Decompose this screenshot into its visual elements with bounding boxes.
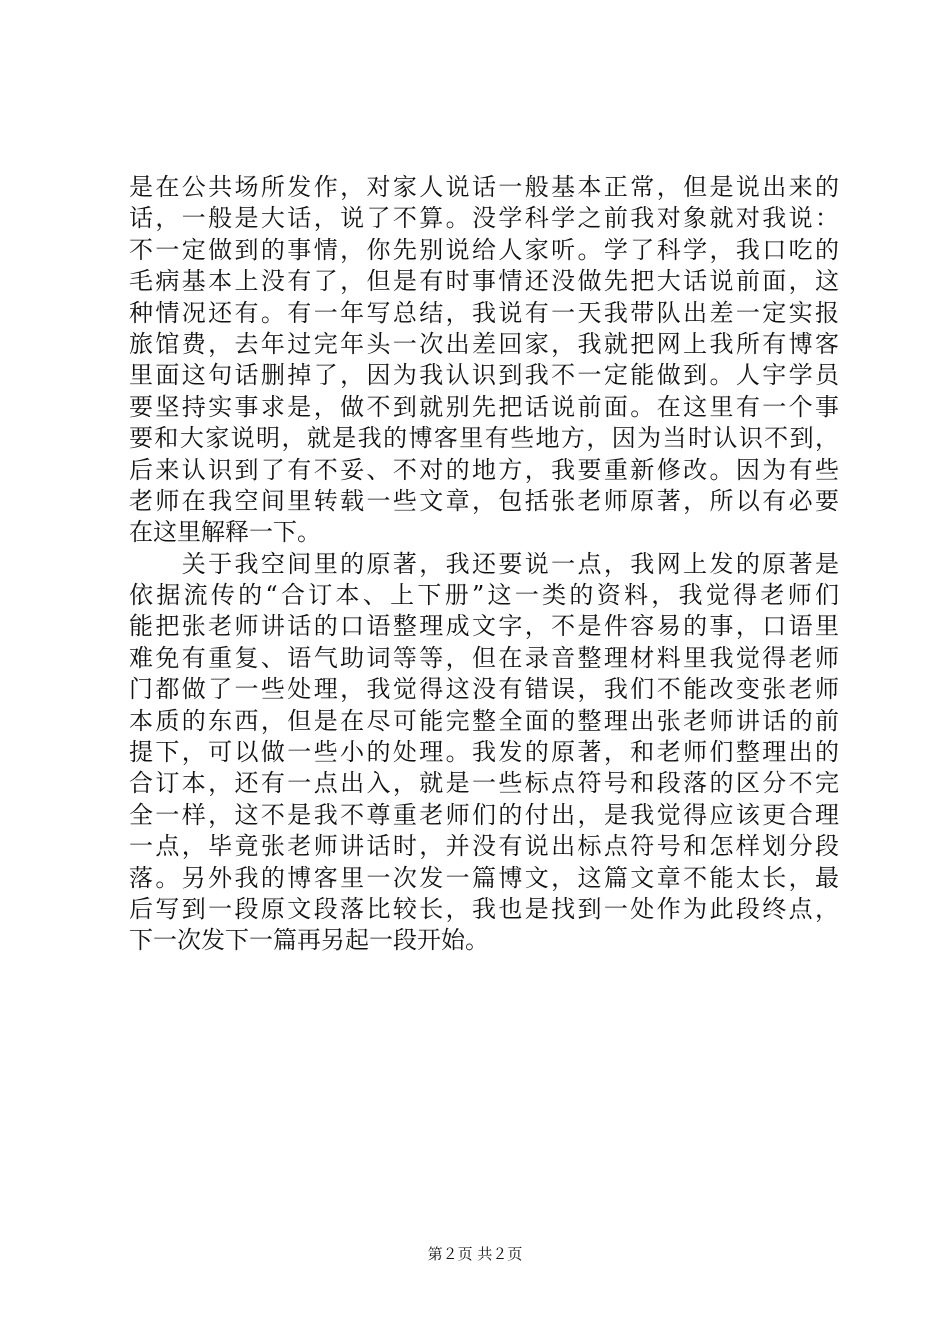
paragraph-1 — [129, 172, 839, 549]
text-line: 毛病基本上没有了，但是有时事情还没做先把大话说前面，这 — [129, 267, 839, 296]
paragraph-2 — [129, 549, 839, 957]
text-line: 下一次发下一篇再另起一段开始。 — [129, 926, 489, 955]
page-number-footer: 第２页 共２页 — [427, 1245, 523, 1263]
text-line: 老师在我空间里转载一些文章，包括张老师原著，所以有必要 — [129, 486, 839, 515]
text-line: 能把张老师讲话的口语整理成文字，不是件容易的事，口语里 — [129, 612, 839, 641]
text-line: 话，一般是大话，说了不算。没学科学之前我对象就对我说： — [129, 204, 839, 233]
text-line: 落。另外我的博客里一次发一篇博文，这篇文章不能太长，最 — [129, 863, 839, 892]
text-line: 依据流传的“合订本、上下册”这一类的资料，我觉得老师们 — [129, 581, 839, 610]
text-line: 一点，毕竟张老师讲话时，并没有说出标点符号和怎样划分段 — [129, 832, 839, 861]
text-line: 不一定做到的事情，你先别说给人家听。学了科学，我口吃的 — [129, 235, 839, 264]
text-line: 后写到一段原文段落比较长，我也是找到一处作为此段终点， — [129, 894, 839, 923]
text-line: 要和大家说明，就是我的博客里有些地方，因为当时认识不到， — [129, 424, 839, 453]
text-line: 合订本，还有一点出入，就是一些标点符号和段落的区分不完 — [129, 769, 839, 798]
text-line: 旅馆费，去年过完年头一次出差回家，我就把网上我所有博客 — [129, 329, 839, 358]
text-line: 本质的东西，但是在尽可能完整全面的整理出张老师讲话的前 — [129, 706, 839, 735]
text-line: 门都做了一些处理，我觉得这没有错误，我们不能改变张老师 — [129, 675, 839, 704]
text-line: 要坚持实事求是，做不到就别先把话说前面。在这里有一个事 — [129, 392, 839, 421]
text-line: 关于我空间里的原著，我还要说一点，我网上发的原著是 — [129, 549, 839, 578]
text-line: 后来认识到了有不妥、不对的地方，我要重新修改。因为有些 — [129, 455, 839, 484]
text-line: 种情况还有。有一年写总结，我说有一天我带队出差一定实报 — [129, 298, 839, 327]
text-line: 是在公共场所发作，对家人说话一般基本正常，但是说出来的 — [129, 173, 839, 201]
document-body — [129, 172, 839, 957]
text-line: 难免有重复、语气助词等等，但在录音整理材料里我觉得老师 — [129, 643, 839, 672]
text-line: 提下，可以做一些小的处理。我发的原著，和老师们整理出的 — [129, 738, 839, 767]
text-line: 在这里解释一下。 — [129, 518, 321, 547]
text-line: 全一样，这不是我不尊重老师们的付出，是我觉得应该更合理 — [129, 800, 839, 829]
text-line: 里面这句话删掉了，因为我认识到我不一定能做到。人宇学员 — [129, 361, 839, 390]
